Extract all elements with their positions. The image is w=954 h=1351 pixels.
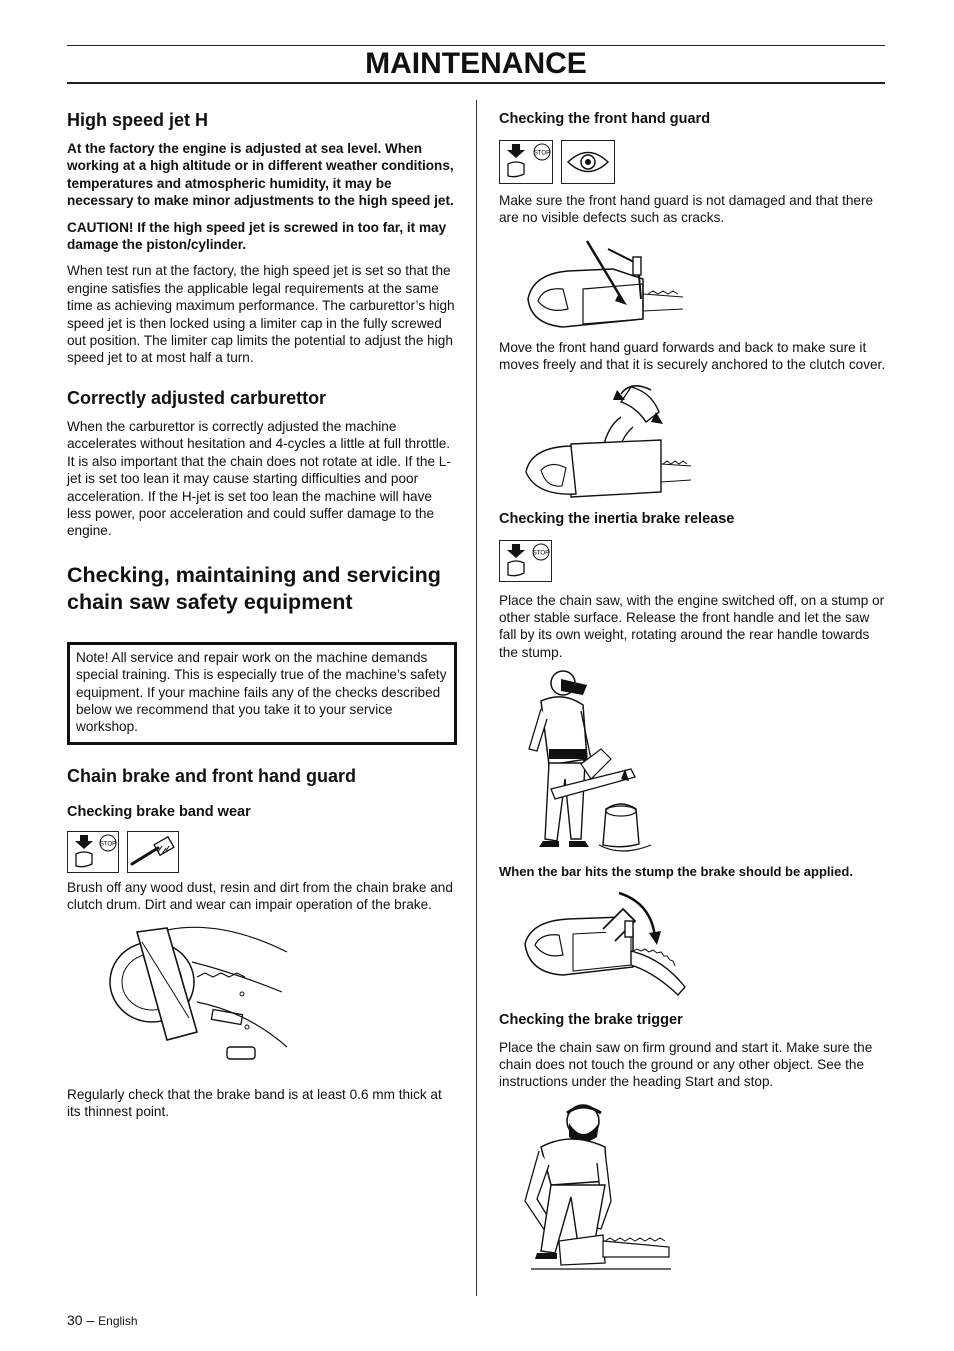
column-divider	[476, 100, 477, 1296]
front-guard-body-2: Move the front hand guard forwards and back to make sure it moves freely and that it is securely anchored to the clutch cover.	[499, 339, 886, 373]
stop-label: STOP	[532, 550, 550, 557]
front-guard-body-1: Make sure the front hand guard is not damaged and that there are no visible defects such as cracks.	[499, 193, 874, 226]
caution-text: CAUTION! If the high speed jet is screwed in too far, it may damage the piston/cylinder.	[67, 219, 447, 253]
front-guard-illustration-2	[521, 382, 887, 500]
brake-band-icons	[67, 831, 457, 873]
stop-engine-icon	[499, 540, 552, 582]
front-guard-illustration-1	[523, 239, 887, 329]
page-number: 30 –	[67, 1312, 95, 1328]
inertia-brake-body: Place the chain saw, with the engine switched off, on a stump or other stable surface. Release the front handle and let the saw fall by its own weight, rotating around the rear handle towards the stump.	[499, 592, 885, 660]
stop-engine-icon	[67, 831, 119, 873]
section-title-carburettor: Correctly adjusted carburettor	[67, 387, 327, 408]
section-title-high-speed-jet: High speed jet H	[67, 110, 209, 130]
high-speed-jet-body: When test run at the factory, the high speed jet is set so that the engine satisfies the applicable legal requirements at the same time as achieving maximum performance. The carburettor’s high speed jet is then locked using a limiter cap in the fully screwed out position. The limiter cap limits the potential to adjust the high speed jet to at most half a turn.	[67, 263, 455, 366]
brake-band-illustration	[97, 922, 457, 1072]
note-box: Note! All service and repair work on the machine demands special training. This is especially true of the machine’s safety equipment. If your machine fails any of the checks described below we recommend that you take it to your service workshop.	[67, 642, 457, 745]
inertia-brake-caption: When the bar hits the stump the brake should be applied.	[499, 864, 853, 880]
subsection-title-front-guard: Checking the front hand guard	[499, 111, 711, 127]
subsection-title-brake-band: Checking brake band wear	[67, 803, 251, 820]
front-guard-icons	[499, 140, 887, 184]
inertia-brake-illustration	[521, 669, 887, 857]
page-footer	[67, 1312, 138, 1328]
title-bar	[67, 45, 885, 84]
section-title-chain-brake: Chain brake and front hand guard	[67, 765, 357, 786]
stop-label: STOP	[99, 841, 117, 848]
section-title-safety-equipment: Checking, maintaining and servicing chain saw safety equipment	[67, 562, 441, 614]
brake-trigger-illustration	[521, 1101, 887, 1273]
stop-engine-icon	[499, 140, 553, 184]
stop-label: STOP	[533, 150, 551, 157]
brake-band-thickness: Regularly check that the brake band is at least 0.6 mm thick at its thinnest point.	[67, 1086, 442, 1119]
right-column	[499, 100, 887, 1273]
inertia-brake-icons	[499, 540, 887, 582]
brush-icon	[127, 831, 179, 873]
inertia-brake-saw-illustration	[523, 889, 887, 1001]
high-speed-jet-intro: At the factory the engine is adjusted at sea level. When working at a high altitude or in different weather conditions, temperatures and atmospheric humidity, it may be necessary to make minor adjustments to the high speed jet.	[67, 141, 454, 209]
carburettor-body: When the carburettor is correctly adjusted the machine accelerates without hesitation and 4-cycles a little at full throttle. It is also important that the chain does not rotate at idle. If the L-jet is set too lean it may cause starting difficulties and poor acceleration. If the H-jet is set too lean the machine will have less power, poor acceleration and could suffer damage to the engine.	[67, 418, 451, 539]
brake-band-body: Brush off any wood dust, resin and dirt from the chain brake and clutch drum. Dirt and wear can impair operation of the brake.	[67, 879, 453, 913]
page-title: MAINTENANCE	[365, 47, 587, 80]
eye-icon	[561, 140, 615, 184]
footer-language: English	[98, 1314, 138, 1328]
brake-trigger-body: Place the chain saw on firm ground and start it. Make sure the chain does not touch the ground or any other object. See the instructions under the heading Start and stop.	[499, 1039, 873, 1090]
left-column	[67, 100, 457, 1120]
subsection-title-brake-trigger: Checking the brake trigger	[499, 1011, 683, 1028]
subsection-title-inertia-brake: Checking the inertia brake release	[499, 510, 735, 527]
